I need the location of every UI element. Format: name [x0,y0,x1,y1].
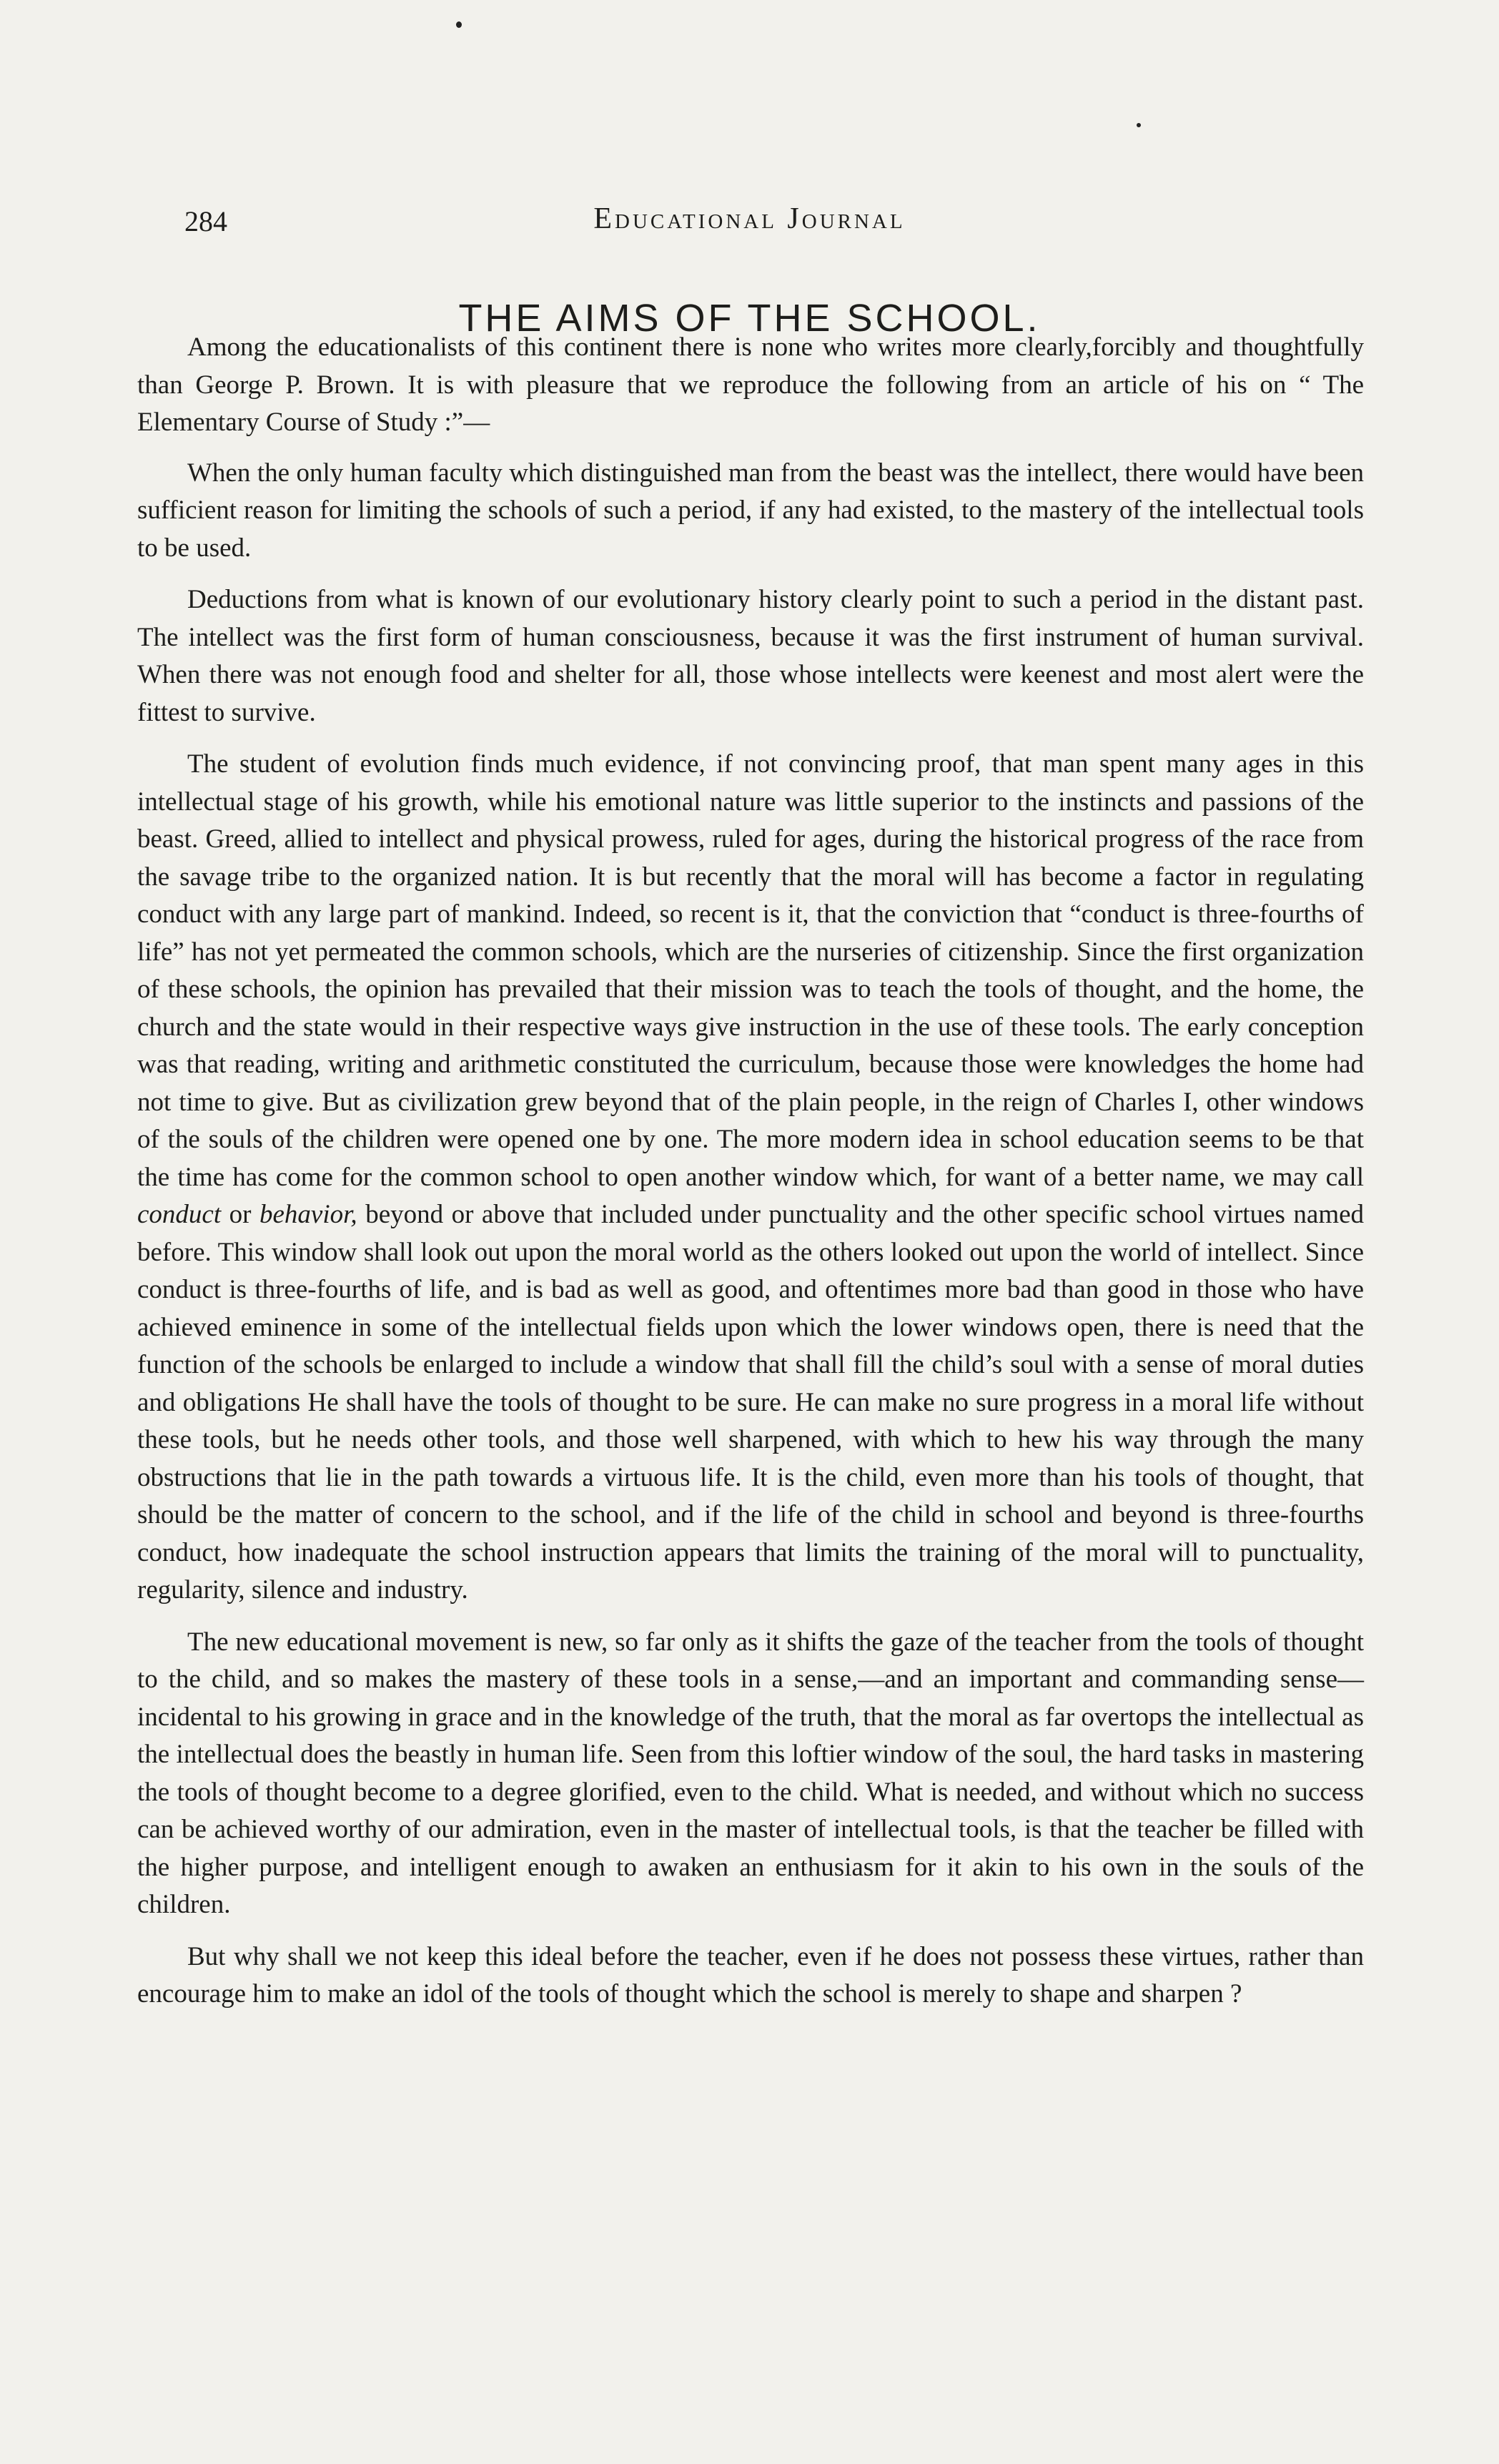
print-speck [456,21,462,28]
paragraph-text: The student of evolution finds much evidence, if not convincing proof, that man spent many ages in this intellectual stage of his growth, while his emotional nature was little superior to the instincts and passions of the beast. Greed, allied to intellect and physical prowess, ruled for ages, during the historical progress of the race from the savage tribe to the organized nation. It is but recently that the moral will has become a factor in regulating conduct with any large part of mankind. Indeed, so recent is it, that the conviction that “conduct is three-fourths of life” has not yet permeated the common schools, which are the nurseries of citizenship. Since the first organization of these schools, the opinion has prevailed that their mission was to teach the tools of thought, and the home, the church and the state would in their respective ways give instruction in the use of these tools. The early conception was that reading, writing and arithmetic constituted the curriculum, because those were knowledges the home had not time to give. But as civilization grew beyond that of the plain people, in the reign of Charles I, other windows of the souls of the children were opened one by one. The more modern idea in school education seems to be that the time has come for the common school to open another window which, for want of a better name, we may call [137,749,1364,1192]
page-number: 284 [184,205,227,237]
article-body [137,329,1364,2028]
paragraph: Deductions from what is known of our evolutionary history clearly point to such a period in the distant past. The intellect was the first form of human consciousness, because it was the first instrument of human survival. When there was not enough food and shelter for all, those whose intellects were keenest and most alert were the fittest to survive. [137,585,1364,727]
paragraph-text: beyond or above that included under punctuality and the other specific school virtues named before. This window shall look out upon the moral world as the others looked out upon the world of intellect. Since conduct is three-fourths of life, and is bad as well as good, and oftentimes more bad than good in those who have achieved eminence in some of the intellectual fields upon which the lower windows open, there is need that the function of the schools be enlarged to include a window that shall fill the child’s soul with a sense of moral duties and obligations He shall have the tools of thought to be sure. He can make no sure progress in a moral life without these tools, but he needs other tools, and those well sharpened, with which to hew his way through the many obstructions that lie in the path towards a virtuous life. It is the child, even more than his tools of thought, that should be the matter of concern to the school, and if the life of the child in school and beyond is three-fourths conduct, how inadequate the school instruction appears that limits the training of the moral will to punctuality, regularity, silence and industry. [137,1200,1365,1605]
paragraph: When the only human faculty which distinguished man from the beast was the intellect, there would have been sufficient reason for limiting the schools of such a period, if any had existed, to the mastery of the intellectual tools to be used. [137,458,1364,563]
article-title: THE AIMS OF THE SCHOOL. [458,297,1041,340]
paragraph: But why shall we not keep this ideal before the teacher, even if he does not possess these virtues, rather than encourage him to make an idol of the tools of thought which the school is merely to shape and sharpen ? [137,1941,1364,2009]
emphasis-conduct: conduct [137,1200,222,1229]
running-title: Educational Journal [593,202,906,235]
intro-paragraph: Among the educationalists of this continent there is none who writes more clearly,forcibly and thoughtfully than George P. Brown. It is with pleasure that we reproduce the following from an article of his on “ The Elementary Course of Study :”— [137,332,1364,437]
paragraph [137,746,1364,1610]
print-speck [1137,123,1141,127]
paragraph: The new educational movement is new, so far only as it shifts the gaze of the teacher from the tools of thought to the child, and so makes the mastery of these tools in a sense,—and an important and commanding sense—incidental to his growing in grace and in the knowledge of the truth, that the moral as far overtops the intellectual as the intellectual does the beastly in human life. Seen from this loftier window of the soul, the hard tasks in mastering the tools of thought become to a degree glorified, even to the child. What is needed, and without which no success can be achieved worthy of our admiration, even in the master of intellectual tools, is that the teacher be filled with the higher purpose, and intelligent enough to awaken an enthusiasm for it akin to his own in the souls of the children. [137,1627,1364,1919]
emphasis-behavior: behavior, [259,1200,357,1229]
paragraph-text: or [229,1200,252,1229]
